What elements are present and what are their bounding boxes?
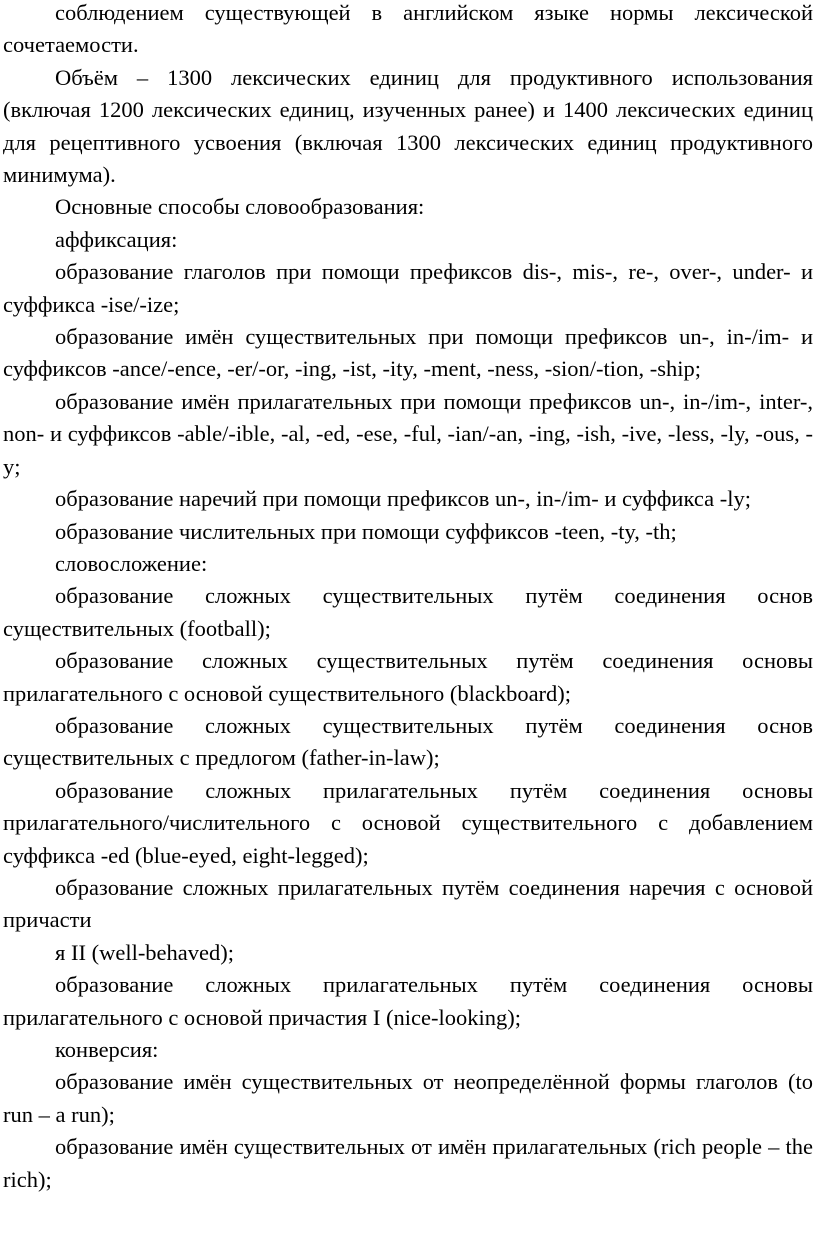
paragraph-compounding-heading: словосложение: bbox=[55, 550, 208, 576]
paragraph-numerals: образование числительных при помощи суффиксов -teen, -ty, -th; bbox=[55, 518, 677, 544]
paragraph-conversion-adjectives: образование имён существительных от имён прилагательных (rich people – the rich); bbox=[3, 1134, 813, 1192]
paragraph-adjectives: образование имён прилагательных при помощи префиксов un-, in-/im-, inter-, non- и суффиксов -able/-ible, -al, -ed, -ese, -ful, -ian/-an, -ing, -ish, -ive, -less, -ly, -ous, -y; bbox=[3, 388, 813, 479]
paragraph-nouns: образование имён существительных при помощи префиксов un-, in-/im- и суффиксов -ance/-ence, -er/-or, -ing, -ist, -ity, -ment, -ness, -sion/-tion, -ship; bbox=[3, 324, 813, 382]
paragraph-compound-nouns-1: образование сложных существительных путём соединения основ существительных (football); bbox=[3, 583, 813, 641]
paragraph-continuation: соблюдением существующей в английском языке нормы лексической сочетаемости. bbox=[3, 0, 813, 58]
paragraph-compound-nouns-3: образование сложных существительных путём соединения основ существительных с предлогом (father-in-law); bbox=[3, 712, 813, 771]
paragraph-adverbs: образование наречий при помощи префиксов un-, in-/im- и суффикса -ly; bbox=[55, 486, 751, 512]
paragraph-compound-adjectives-3: образование сложных прилагательных путём соединения основы прилагательного с основой причастия I (nice-looking); bbox=[3, 972, 813, 1030]
paragraph-conversion-verbs: образование имён существительных от неопределённой формы глаголов (to run – a run); bbox=[3, 1069, 813, 1127]
paragraph-volume: Объём – 1300 лексических единиц для продуктивного использования (включая 1200 лексических единиц, изученных ранее) и 1400 лексических единиц для рецептивного усвоения (включая 1300 лексических единиц продуктивного минимума). bbox=[3, 64, 813, 188]
paragraph-word-formation-heading: Основные способы словообразования: bbox=[55, 194, 425, 220]
paragraph-compound-adjectives-2-cont: я II (well-behaved); bbox=[55, 939, 235, 965]
paragraph-affixation-heading: аффиксация: bbox=[55, 226, 178, 252]
paragraph-compound-adjectives-2: образование сложных прилагательных путём соединения наречия с основой причасти bbox=[3, 874, 813, 933]
paragraph-verbs: образование глаголов при помощи префиксов dis-, mis-, re-, over-, under- и суффикса -ise/-ize; bbox=[3, 259, 813, 317]
paragraph-compound-adjectives-1: образование сложных прилагательных путём соединения основы прилагательного/числительного с основой существительного с добавлением суффикса -ed (blue-eyed, eight-legged); bbox=[3, 777, 813, 868]
paragraph-compound-nouns-2: образование сложных существительных путём соединения основы прилагательного с основой существительного (blackboard); bbox=[3, 648, 813, 706]
paragraph-conversion-heading: конверсия: bbox=[55, 1037, 159, 1062]
document-body bbox=[3, 0, 813, 1196]
